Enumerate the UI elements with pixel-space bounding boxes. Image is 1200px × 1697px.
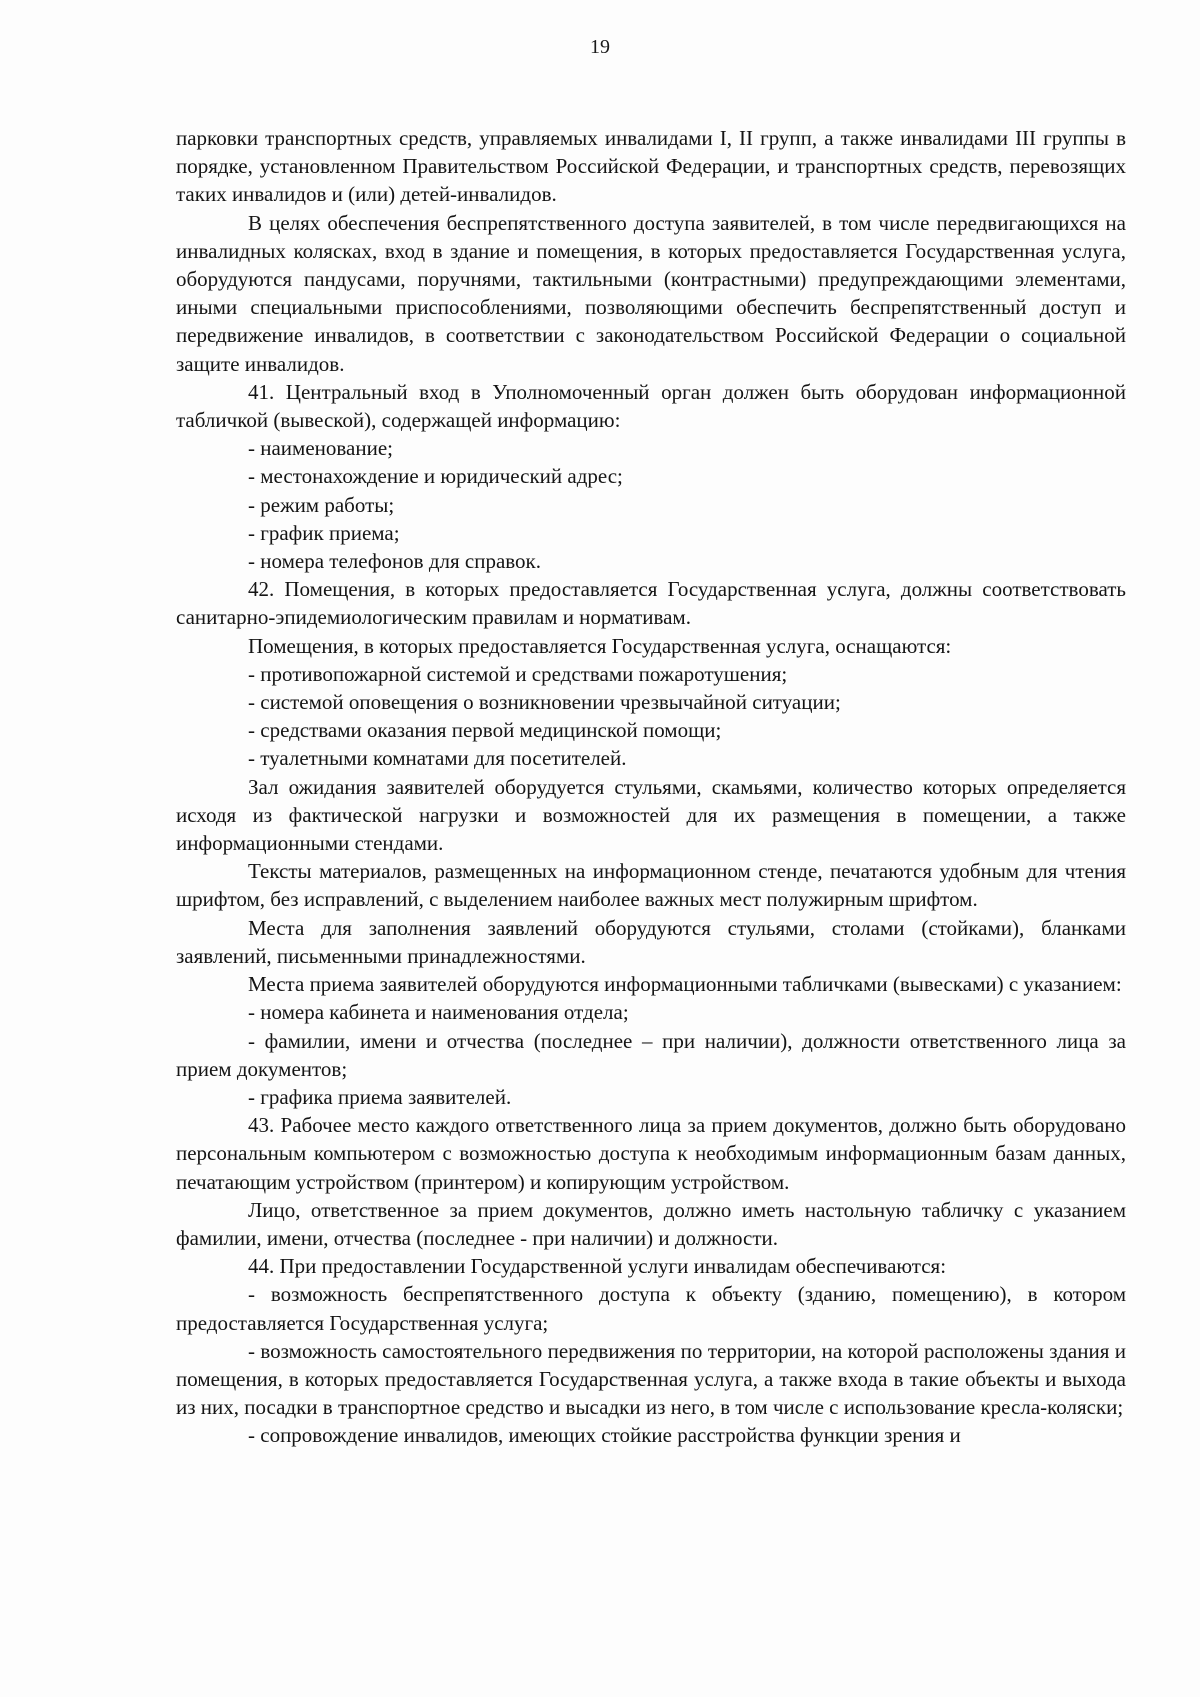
list-item-name: - наименование; bbox=[248, 436, 393, 461]
paragraph-42-premises-norms: 42. Помещения, в которых предоставляется Государственная услуга, должны соответствовать санитарно-эпидемиологическим правилам и нормативам. bbox=[176, 577, 1126, 630]
list-item-phone-numbers: - номера телефонов для справок. bbox=[248, 549, 542, 574]
paragraph-desk-sign: Лицо, ответственное за прием документов, должно иметь настольную табличку с указанием фамилии, имени, отчества (последнее - при наличии) и должности. bbox=[176, 1197, 1126, 1250]
paragraph-stand-texts: Тексты материалов, размещенных на информационном стенде, печатаются удобным для чтения шрифтом, без исправлений, с выделением наиболее важных мест полужирным шрифтом. bbox=[176, 859, 1126, 912]
paragraph-41-entrance-sign: 41. Центральный вход в Уполномоченный орган должен быть оборудован информационной табличкой (вывеской), содержащей информацию: bbox=[176, 379, 1126, 433]
list-item-escort-visually-impaired: - сопровождение инвалидов, имеющих стойкие расстройства функции зрения и bbox=[248, 1423, 961, 1448]
paragraph-filling-places: Места для заполнения заявлений оборудуются стульями, столами (стойками), бланками заявлений, письменными принадлежностями. bbox=[176, 915, 1126, 968]
list-item-restrooms: - туалетными комнатами для посетителей. bbox=[248, 746, 627, 771]
list-item-responsible-person: - фамилии, имени и отчества (последнее – при наличии), должности ответственного лица за прием документов; bbox=[176, 1028, 1126, 1081]
list-item-unobstructed-access: - возможность беспрепятственного доступа к объекту (зданию, помещению), в котором предоставляется Государственная услуга; bbox=[176, 1282, 1126, 1335]
list-item-fire-system: - противопожарной системой и средствами пожаротушения; bbox=[248, 661, 788, 686]
list-item-address: - местонахождение и юридический адрес; bbox=[248, 464, 623, 489]
list-item-reception-schedule-applicants: - графика приема заявителей. bbox=[248, 1084, 512, 1109]
paragraph-premises-equipment: Помещения, в которых предоставляется Государственная услуга, оснащаются: bbox=[248, 633, 952, 658]
list-item-emergency-alert: - системой оповещения о возникновении чрезвычайной ситуации; bbox=[248, 690, 841, 715]
paragraph-43-workplace: 43. Рабочее место каждого ответственного лица за прием документов, должно быть оборудовано персональным компьютером с возможностью доступа к необходимым информационным базам данных, печатающим устройством (принтером) и копирующим устройством. bbox=[176, 1113, 1126, 1194]
paragraph-reception-places: Места приема заявителей оборудуются информационными табличками (вывесками) с указанием: bbox=[248, 972, 1122, 997]
paragraph-accessibility-entrance: В целях обеспечения беспрепятственного доступа заявителей, в том числе передвигающихся на инвалидных колясках, вход в здание и помещения, в которых предоставляется Государственная услуга, оборудуются пандусами, поручнями, тактильными (контрастными) предупреждающими элементами, иными специальными приспособлениями, позволяющими обеспечить беспрепятственный доступ и передвижение инвалидов, в соответствии с законодательством Российской Федерации о социальной защите инвалидов. bbox=[176, 210, 1126, 376]
list-item-cabinet-number: - номера кабинета и наименования отдела; bbox=[248, 1000, 629, 1025]
list-item-first-aid: - средствами оказания первой медицинской помощи; bbox=[248, 718, 722, 743]
document-body bbox=[176, 124, 1126, 1450]
paragraph-waiting-hall: Зал ожидания заявителей оборудуется стульями, скамьями, количество которых определяется исходя из фактической нагрузки и возможностей для их размещения в помещении, а также информационными стендами. bbox=[176, 774, 1126, 856]
paragraph-continuation: парковки транспортных средств, управляемых инвалидами I, II групп, а также инвалидами III группы в порядке, установленном Правительством Российской Федерации, и транспортных средств, перевозящих таких инвалидов и (или) детей-инвалидов. bbox=[176, 126, 1126, 207]
list-item-work-mode: - режим работы; bbox=[248, 492, 395, 517]
paragraph-44-disabled-provisions: 44. При предоставлении Государственной услуги инвалидам обеспечиваются: bbox=[248, 1254, 947, 1279]
list-item-independent-movement: - возможность самостоятельного передвижения по территории, на которой расположены здания и помещения, в которых предоставляется Государственная услуга, а также входа в такие объекты и выхода из них, посадки в транспортное средство и высадки из него, в том числе с использование кресла-коляски; bbox=[176, 1338, 1126, 1420]
page-number: 19 bbox=[590, 36, 610, 58]
list-item-reception-schedule: - график приема; bbox=[248, 520, 400, 545]
